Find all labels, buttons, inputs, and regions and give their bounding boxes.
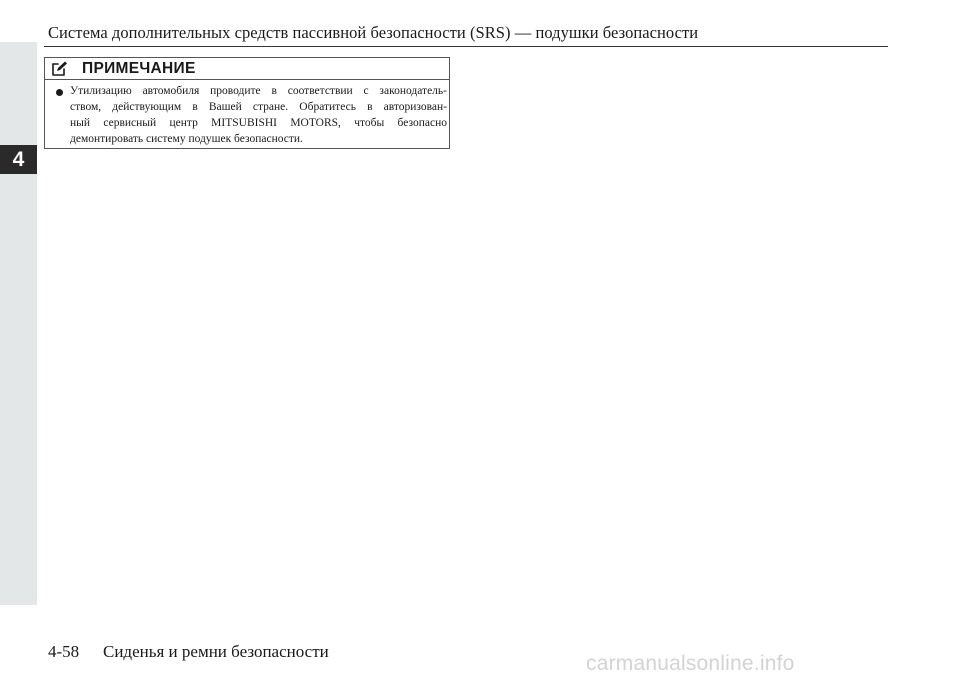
footer-section-title: Сиденья и ремни безопасности <box>103 642 329 661</box>
chapter-tab[interactable]: 4 <box>0 145 37 174</box>
watermark: carmanualsonline.info <box>586 652 795 675</box>
chapter-sidebar <box>0 42 37 605</box>
page-number: 4-58 <box>48 642 80 661</box>
note-line: Утилизацию автомобиля проводите в соответствии с законодатель- <box>70 85 447 97</box>
note-box <box>44 57 450 149</box>
header-divider <box>44 46 888 47</box>
note-line: ный сервисный центр MITSUBISHI MOTORS, чтобы безопасно <box>70 117 447 129</box>
note-title: ПРИМЕЧАНИЕ <box>82 60 196 77</box>
note-line: ством, действующим в Вашей стране. Обратитесь в авторизован- <box>70 101 447 113</box>
note-header <box>45 58 449 80</box>
note-line: демонтировать систему подушек безопасности. <box>70 133 303 145</box>
page-header-title: Система дополнительных средств пассивной безопасности (SRS) — подушки безопасности <box>48 23 699 42</box>
note-body <box>45 80 449 150</box>
bullet-icon <box>56 89 63 96</box>
note-pencil-icon <box>50 60 68 77</box>
